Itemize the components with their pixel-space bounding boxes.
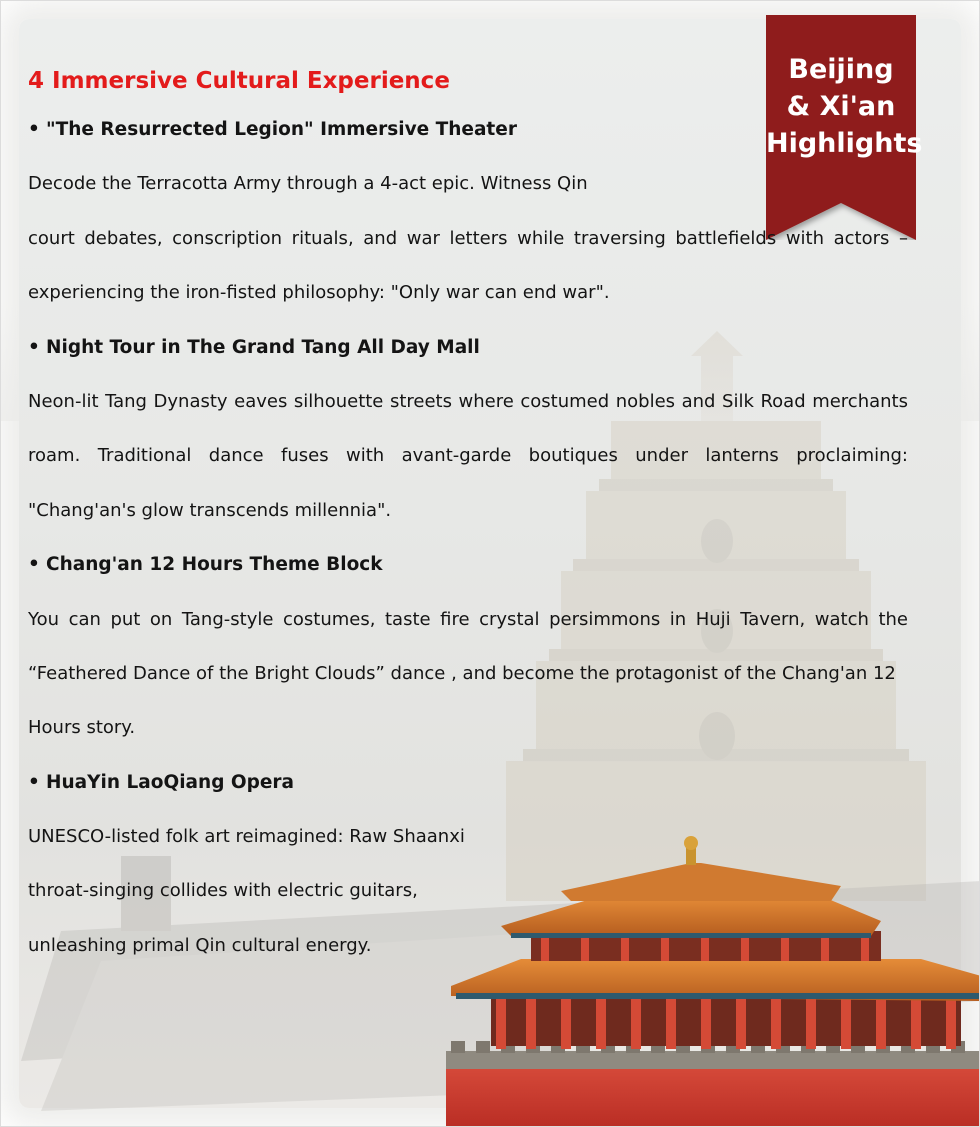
item-title: Chang'an 12 Hours Theme Block (46, 554, 383, 576)
item-text-line: “Feathered Dance of the Bright Clouds” dance , and become the protagonist of the Chang'an 12 (28, 662, 896, 684)
ribbon-line-2: & Xi'an (786, 91, 896, 122)
ribbon-line-1: Beijing (788, 54, 894, 85)
item-heading (28, 756, 908, 810)
item-text-line: court debates, conscription rituals, and war letters while traversing battlefields with actors – (28, 227, 908, 249)
item-text-line: throat-singing collides with electric guitars, (28, 880, 418, 902)
bullet-icon: • (28, 771, 40, 793)
item-text-line: roam. Traditional dance fuses with avant-garde boutiques under lanterns proclaiming: (28, 445, 908, 467)
item-text-line: unleashing primal Qin cultural energy. (28, 934, 372, 956)
item-text-line: experiencing the iron-fisted philosophy: "Only war can end war". (28, 282, 610, 304)
bullet-icon: • (28, 554, 40, 576)
item-text-line: Decode the Terracotta Army through a 4-act epic. Witness Qin (28, 173, 588, 195)
item-text-line: Hours story. (28, 717, 136, 739)
item-heading (28, 538, 908, 592)
item-text-line: Neon-lit Tang Dynasty eaves silhouette streets where costumed nobles and Silk Road merchants (28, 390, 908, 412)
bullet-icon: • (28, 336, 40, 358)
item-title: Night Tour in The Grand Tang All Day Mall (46, 336, 480, 358)
content-column (28, 59, 908, 973)
item-text-line: You can put on Tang-style costumes, taste fire crystal persimmons in Huji Tavern, watch the (28, 608, 908, 630)
item-text-line: "Chang'an's glow transcends millennia". (28, 499, 392, 521)
item-title: HuaYin LaoQiang Opera (46, 771, 294, 793)
bullet-icon: • (28, 119, 40, 140)
section-title: 4 Immersive Cultural Experience (28, 68, 450, 94)
item-title: "The Resurrected Legion" Immersive Theater (46, 119, 517, 140)
ribbon-line-3: Highlights (766, 128, 923, 159)
item-heading (28, 321, 908, 375)
item-text-line: UNESCO-listed folk art reimagined: Raw Shaanxi (28, 826, 465, 848)
item-heading (28, 103, 908, 157)
